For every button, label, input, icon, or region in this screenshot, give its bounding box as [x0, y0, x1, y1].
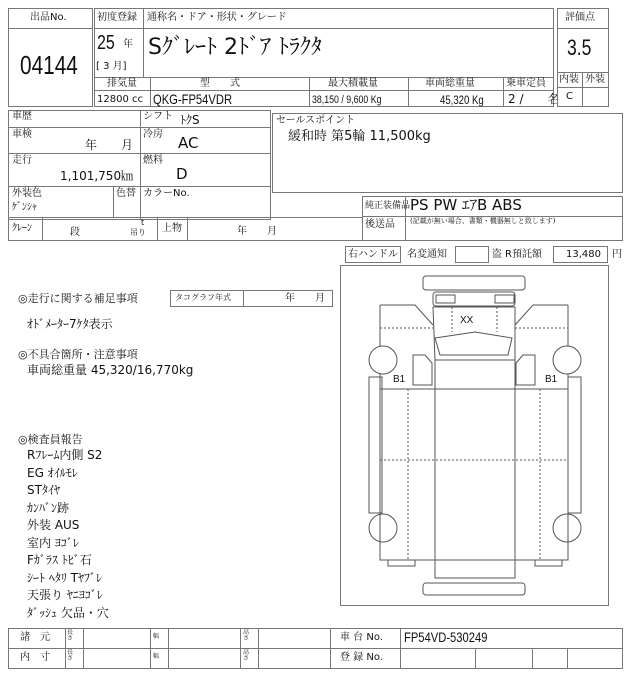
mileage-value: 1,101,750㎞	[60, 169, 134, 183]
reg-year: 25	[97, 32, 115, 54]
divider	[567, 648, 568, 669]
wheel-front-left	[369, 346, 397, 374]
recycle-value: 13,480	[566, 249, 601, 260]
ac-value: AC	[178, 134, 199, 152]
year-unit: 年	[123, 39, 133, 50]
crane-lift: 吊り	[130, 228, 146, 237]
gross-weight: 45,320 Kg	[440, 93, 484, 107]
height-label: 高さ	[243, 629, 250, 642]
shift-value: ﾄｸS	[180, 113, 200, 127]
divider	[150, 628, 151, 669]
mileage-label: 走行	[12, 155, 32, 166]
body-label: 上物	[162, 223, 182, 234]
shift-label: シフト	[143, 111, 173, 122]
divider	[65, 628, 66, 669]
interior-grade: C	[566, 91, 573, 102]
crane-steps: 段	[70, 227, 80, 238]
spec-label-gross: 車両総重量	[425, 78, 475, 89]
inspector-item: ｼｰﾄ ﾍﾀﾘ Tﾔﾌﾞﾚ	[27, 570, 102, 585]
inspection-value: 年 月	[85, 138, 134, 152]
name-change-label: 名変通知	[407, 249, 447, 260]
divider	[258, 628, 259, 669]
score: 3.5	[567, 35, 592, 60]
right-wheel-code: B1	[545, 374, 558, 385]
tacho-label: タコグラフ年式	[175, 293, 231, 302]
left-headlight	[436, 295, 455, 303]
inspector-item: 室内 ﾖｺﾞﾚ	[27, 535, 79, 550]
grade-text: Sｸﾞﾚｰﾄ 2ﾄﾞｱ ﾄﾗｸﾀ	[148, 35, 322, 60]
equipment-label: 純正装備品	[365, 201, 411, 211]
color-label: 外装色	[12, 188, 42, 199]
running-title: ◎走行に関する補足事項	[18, 292, 138, 305]
divider	[8, 648, 623, 649]
cab	[433, 307, 515, 360]
length-label-2: 長さ	[67, 649, 74, 662]
theft-label: 盗	[492, 249, 502, 260]
front-bumper	[423, 276, 525, 290]
score-label: 評価点	[565, 12, 595, 23]
chassis-label: 車 台 No.	[340, 632, 383, 643]
width-label-2: 幅	[153, 653, 160, 660]
color-change-label: 色替	[116, 188, 136, 199]
name-label: 通称名・ドア・形状・グレード	[147, 12, 287, 23]
spec-label-max-load: 最大積載量	[328, 78, 378, 89]
sales-label: セールスポイント	[276, 115, 356, 126]
interior-label: 内装	[559, 74, 579, 85]
inspector-item: 外装 AUS	[27, 518, 80, 532]
crane-label: ｸﾚｰﾝ	[12, 223, 32, 234]
recycle-label: R預託額	[505, 249, 542, 260]
first-reg-label: 初度登録	[97, 12, 137, 23]
lot-label: 出品No.	[30, 12, 67, 23]
divider	[8, 127, 271, 187]
divider	[532, 648, 533, 669]
height-label-2: 高さ	[243, 649, 250, 662]
wheel-front-right	[553, 346, 581, 374]
inspector-item: Rﾌﾚｰﾑ内側 S2	[27, 448, 103, 462]
divider	[557, 87, 609, 88]
displacement: 12800 cc	[97, 94, 143, 105]
history-label: 車歴	[12, 111, 32, 122]
wheel-rear-left	[369, 514, 397, 542]
divider	[83, 628, 84, 669]
divider	[330, 628, 331, 669]
capacity: 2 / 名	[508, 92, 560, 106]
inspector-item: STﾀｲﾔ	[27, 483, 60, 497]
inspector-item: 天張り ﾔﾆﾖｺﾞﾚ	[27, 588, 103, 602]
divider	[243, 290, 244, 307]
reg-no-label: 登 録 No.	[340, 652, 383, 663]
length-label: 長さ	[67, 629, 74, 642]
spec-label-capacity: 乗車定員	[506, 78, 546, 89]
inspector-item: Fｶﾞﾗｽ ﾄﾋﾞ石	[27, 553, 92, 567]
spec-label: 諸 元	[20, 632, 50, 643]
reg-month: [ 3 月]	[96, 61, 127, 72]
later-label: 後送品	[365, 219, 395, 230]
rhd-label: 右ハンドル	[348, 249, 398, 260]
divider	[187, 217, 188, 241]
color-value: ｹﾞﾝｼｬ	[12, 202, 37, 213]
yen-label: 円	[612, 249, 622, 260]
max-load: 38,150 / 9,600 Kg	[312, 94, 382, 106]
inspector-item: EG ｵｲﾙﾓﾚ	[27, 465, 78, 480]
inner-label: 内 寸	[20, 652, 50, 663]
defect-title: ◎不具合箇所・注意事項	[18, 348, 138, 361]
body-date: 年 月	[237, 226, 277, 237]
left-wheel-code: B1	[393, 374, 406, 385]
running-text: ｵﾄﾞﾒｰﾀｰ7ｹﾀ表示	[27, 317, 113, 331]
divider	[240, 628, 241, 669]
inspector-item: ﾀﾞｯｼｭ 欠品・穴	[27, 605, 109, 620]
rear-bumper	[423, 583, 525, 595]
front-damage-code: XX	[460, 315, 474, 326]
inspection-label: 車検	[12, 129, 32, 140]
fuel-value: D	[176, 165, 188, 183]
ac-label: 冷房	[143, 129, 163, 140]
later-note: (記載が無い場合、書類・機器無しと致します)	[410, 217, 556, 225]
fuel-label: 燃料	[143, 155, 163, 166]
divider	[143, 28, 144, 78]
exterior-label: 外装	[585, 74, 605, 85]
truck-diagram	[340, 260, 610, 620]
divider	[475, 648, 476, 669]
divider	[400, 628, 401, 669]
inspector-item: ｶﾝﾊﾞﾝ跡	[27, 500, 70, 515]
spec-label-model: 型 式	[200, 78, 240, 89]
sales-text: 緩和時 第5輪 11,500kg	[288, 129, 431, 144]
tacho-value: 年 月	[285, 293, 325, 304]
width-label: 幅	[153, 633, 160, 640]
chassis-number: FP54VD-530249	[404, 629, 488, 645]
lot-number: 04144	[20, 50, 78, 80]
divider	[8, 153, 271, 154]
equipment-value: PS PW ｴｱB ABS	[410, 196, 522, 214]
model-code: QKG-FP54VDR	[153, 91, 233, 107]
divider	[168, 628, 169, 669]
right-side-skirt	[568, 377, 581, 513]
inspector-title: ◎検査員報告	[18, 433, 83, 446]
wheel-rear-right	[553, 514, 581, 542]
color-no-label: カラーNo.	[143, 188, 190, 199]
windshield	[435, 332, 512, 355]
defect-text: 車両総重量 45,320/16,770kg	[27, 363, 194, 377]
divider	[582, 72, 583, 107]
spec-label-displacement: 排気量	[107, 78, 137, 89]
right-headlight	[495, 295, 514, 303]
crane-t: t	[141, 218, 145, 227]
